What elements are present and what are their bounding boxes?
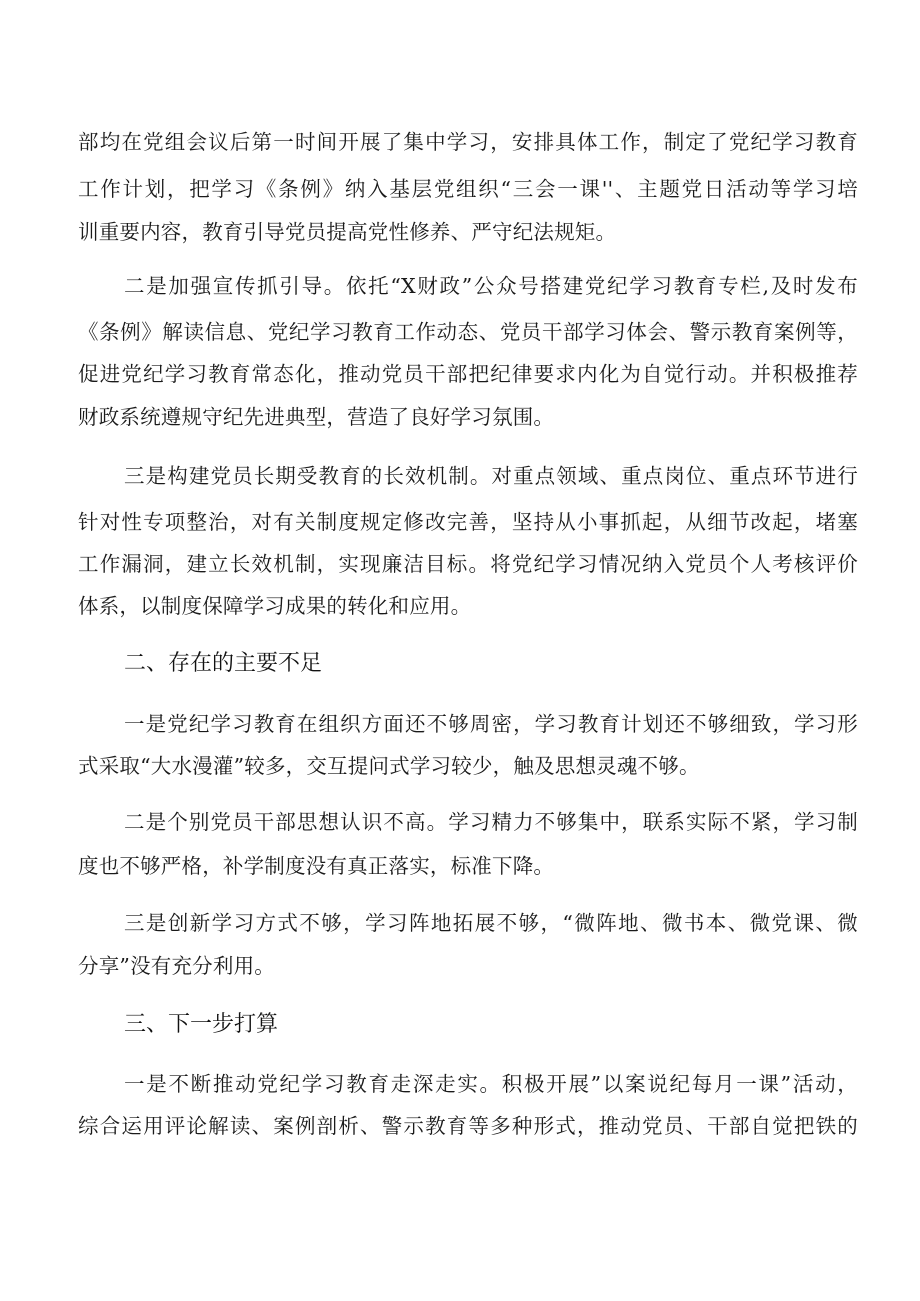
para6-line-1: 三是创新学习方式不够，学习阵地拓展不够，“微阵地、微书本、微党课、微 (124, 911, 858, 935)
para3-line-1: 三是构建党员长期受教育的长效机制。对重点领域、重点岗位、重点环节进行 (124, 464, 858, 488)
para2-line-2: 《条例》解读信息、党纪学习教育工作动态、党员干部学习体会、警示教育案例等， (78, 320, 858, 344)
para3-line-4: 体系，以制度保障学习成果的转化和应用。 (78, 594, 472, 618)
para1-line-1: 部均在党组会议后第一时间开展了集中学习，安排具体工作，制定了党纪学习教育 (78, 130, 858, 154)
para7-line-2: 综合运用评论解读、案例剖析、警示教育等多种形式，推动党员、干部自觉把铁的 (78, 1114, 858, 1138)
para2-line-3: 促进党纪学习教育常态化，推动党员干部把纪律要求内化为自觉行动。并积极推荐 (78, 362, 858, 386)
para3-line-2: 针对性专项整治，对有关制度规定修改完善，坚持从小事抓起，从细节改起，堵塞 (78, 510, 858, 534)
para1-line-2: 工作计划，把学习《条例》纳入基层党组织“三会一课''、主题党日活动等学习培 (78, 177, 858, 201)
para1-line-3: 训重要内容，教育引导党员提高党性修养、严守纪法规矩。 (78, 220, 617, 244)
para5-line-2: 度也不够严格，补学制度没有真正落实，标准下降。 (78, 854, 555, 878)
section-heading-shortcomings: 二、存在的主要不足 (124, 651, 323, 676)
para3-line-3: 工作漏洞，建立长效机制，实现廉洁目标。将党纪学习情况纳入党员个人考核评价 (78, 552, 858, 576)
para2-line-1: 二是加强宣传抓引导。依托“X财政”公众号搭建党纪学习教育专栏,及时发布 (124, 274, 858, 298)
para4-line-1: 一是党纪学习教育在组织方面还不够周密，学习教育计划还不够细致，学习形 (124, 712, 858, 736)
para5-line-1: 二是个别党员干部思想认识不高。学习精力不够集中，联系实际不紧，学习制 (124, 810, 858, 834)
para4-line-2: 式采取“大水漫灌”较多，交互提问式学习较少，触及思想灵魂不够。 (78, 754, 700, 778)
para7-line-1: 一是不断推动党纪学习教育走深走实。积极开展”以案说纪每月一课”活动， (124, 1072, 858, 1096)
para6-line-2: 分享”没有充分利用。 (78, 954, 275, 978)
section-heading-next-steps: 三、下一步打算 (124, 1012, 279, 1037)
para2-line-4: 财政系统遵规守纪先进典型，营造了良好学习氛围。 (78, 405, 555, 429)
